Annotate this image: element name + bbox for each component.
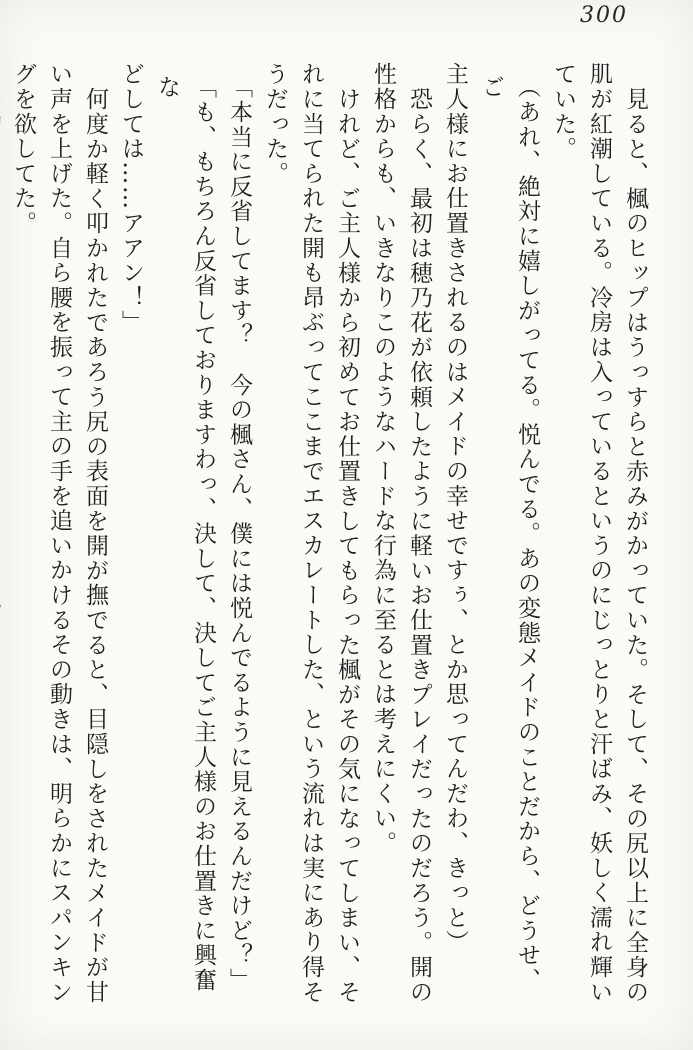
text-line: れに当てられた開も昂ぶってここまでエスカレートした、という流れは実にあり得そ (298, 62, 324, 1005)
text-line: 「も、もちろん反省しておりますわっ、決して、決してご主人様のお仕置きに興奮な (154, 75, 216, 993)
text-line: （あれ、絶対に嬉しがってる。悦んでる。あの変態メイドのことだから、どうせ、ご (478, 75, 540, 993)
text-line: い声を上げた。自ら腰を振って主の手を追いかけるその動きは、明らかにスパンキン (46, 62, 72, 1005)
text-line: 主人様にお仕置きされるのはメイドの幸せですぅ、とか思ってんだわ、きっと） (442, 62, 468, 955)
text-line: 性格からも、いきなりこのようなハードな行為に至るとは考えにくい。 (370, 62, 396, 856)
text-line: 何度か軽く叩かれたであろう尻の表面を開が撫でると、目隠しをされたメイドが甘 (82, 87, 108, 1005)
text-line: どしては……アアン！」 (118, 62, 144, 335)
text-line: 肌が紅潮している。冷房は入っているというのにじっとりと汗ばみ、妖しく濡れ輝い (586, 62, 612, 1005)
text-line: けれど、ご主人様から初めてお仕置きしてもらった楓がその気になってしまい、そ (334, 87, 360, 1005)
text-line: 「本当に反省してます？ 今の楓さん、僕には悦んでるように見えるんだけど？」 (226, 75, 252, 993)
text-line: 見ると、楓のヒップはうっすらと赤みがかっていた。そして、その尻以上に全身の (622, 87, 648, 1005)
text-line: 恐らく、最初は穂乃花が依頼したように軽いお仕置きプレイだったのだろう。開の (406, 87, 432, 1005)
vertical-text-block (0, 62, 653, 1014)
text-line (0, 62, 5, 1010)
text-line: うだった。 (262, 62, 288, 186)
text-line: ていた。 (550, 62, 576, 162)
text-line: グを欲してた。 (10, 62, 36, 236)
page-number: 300 (580, 3, 628, 28)
